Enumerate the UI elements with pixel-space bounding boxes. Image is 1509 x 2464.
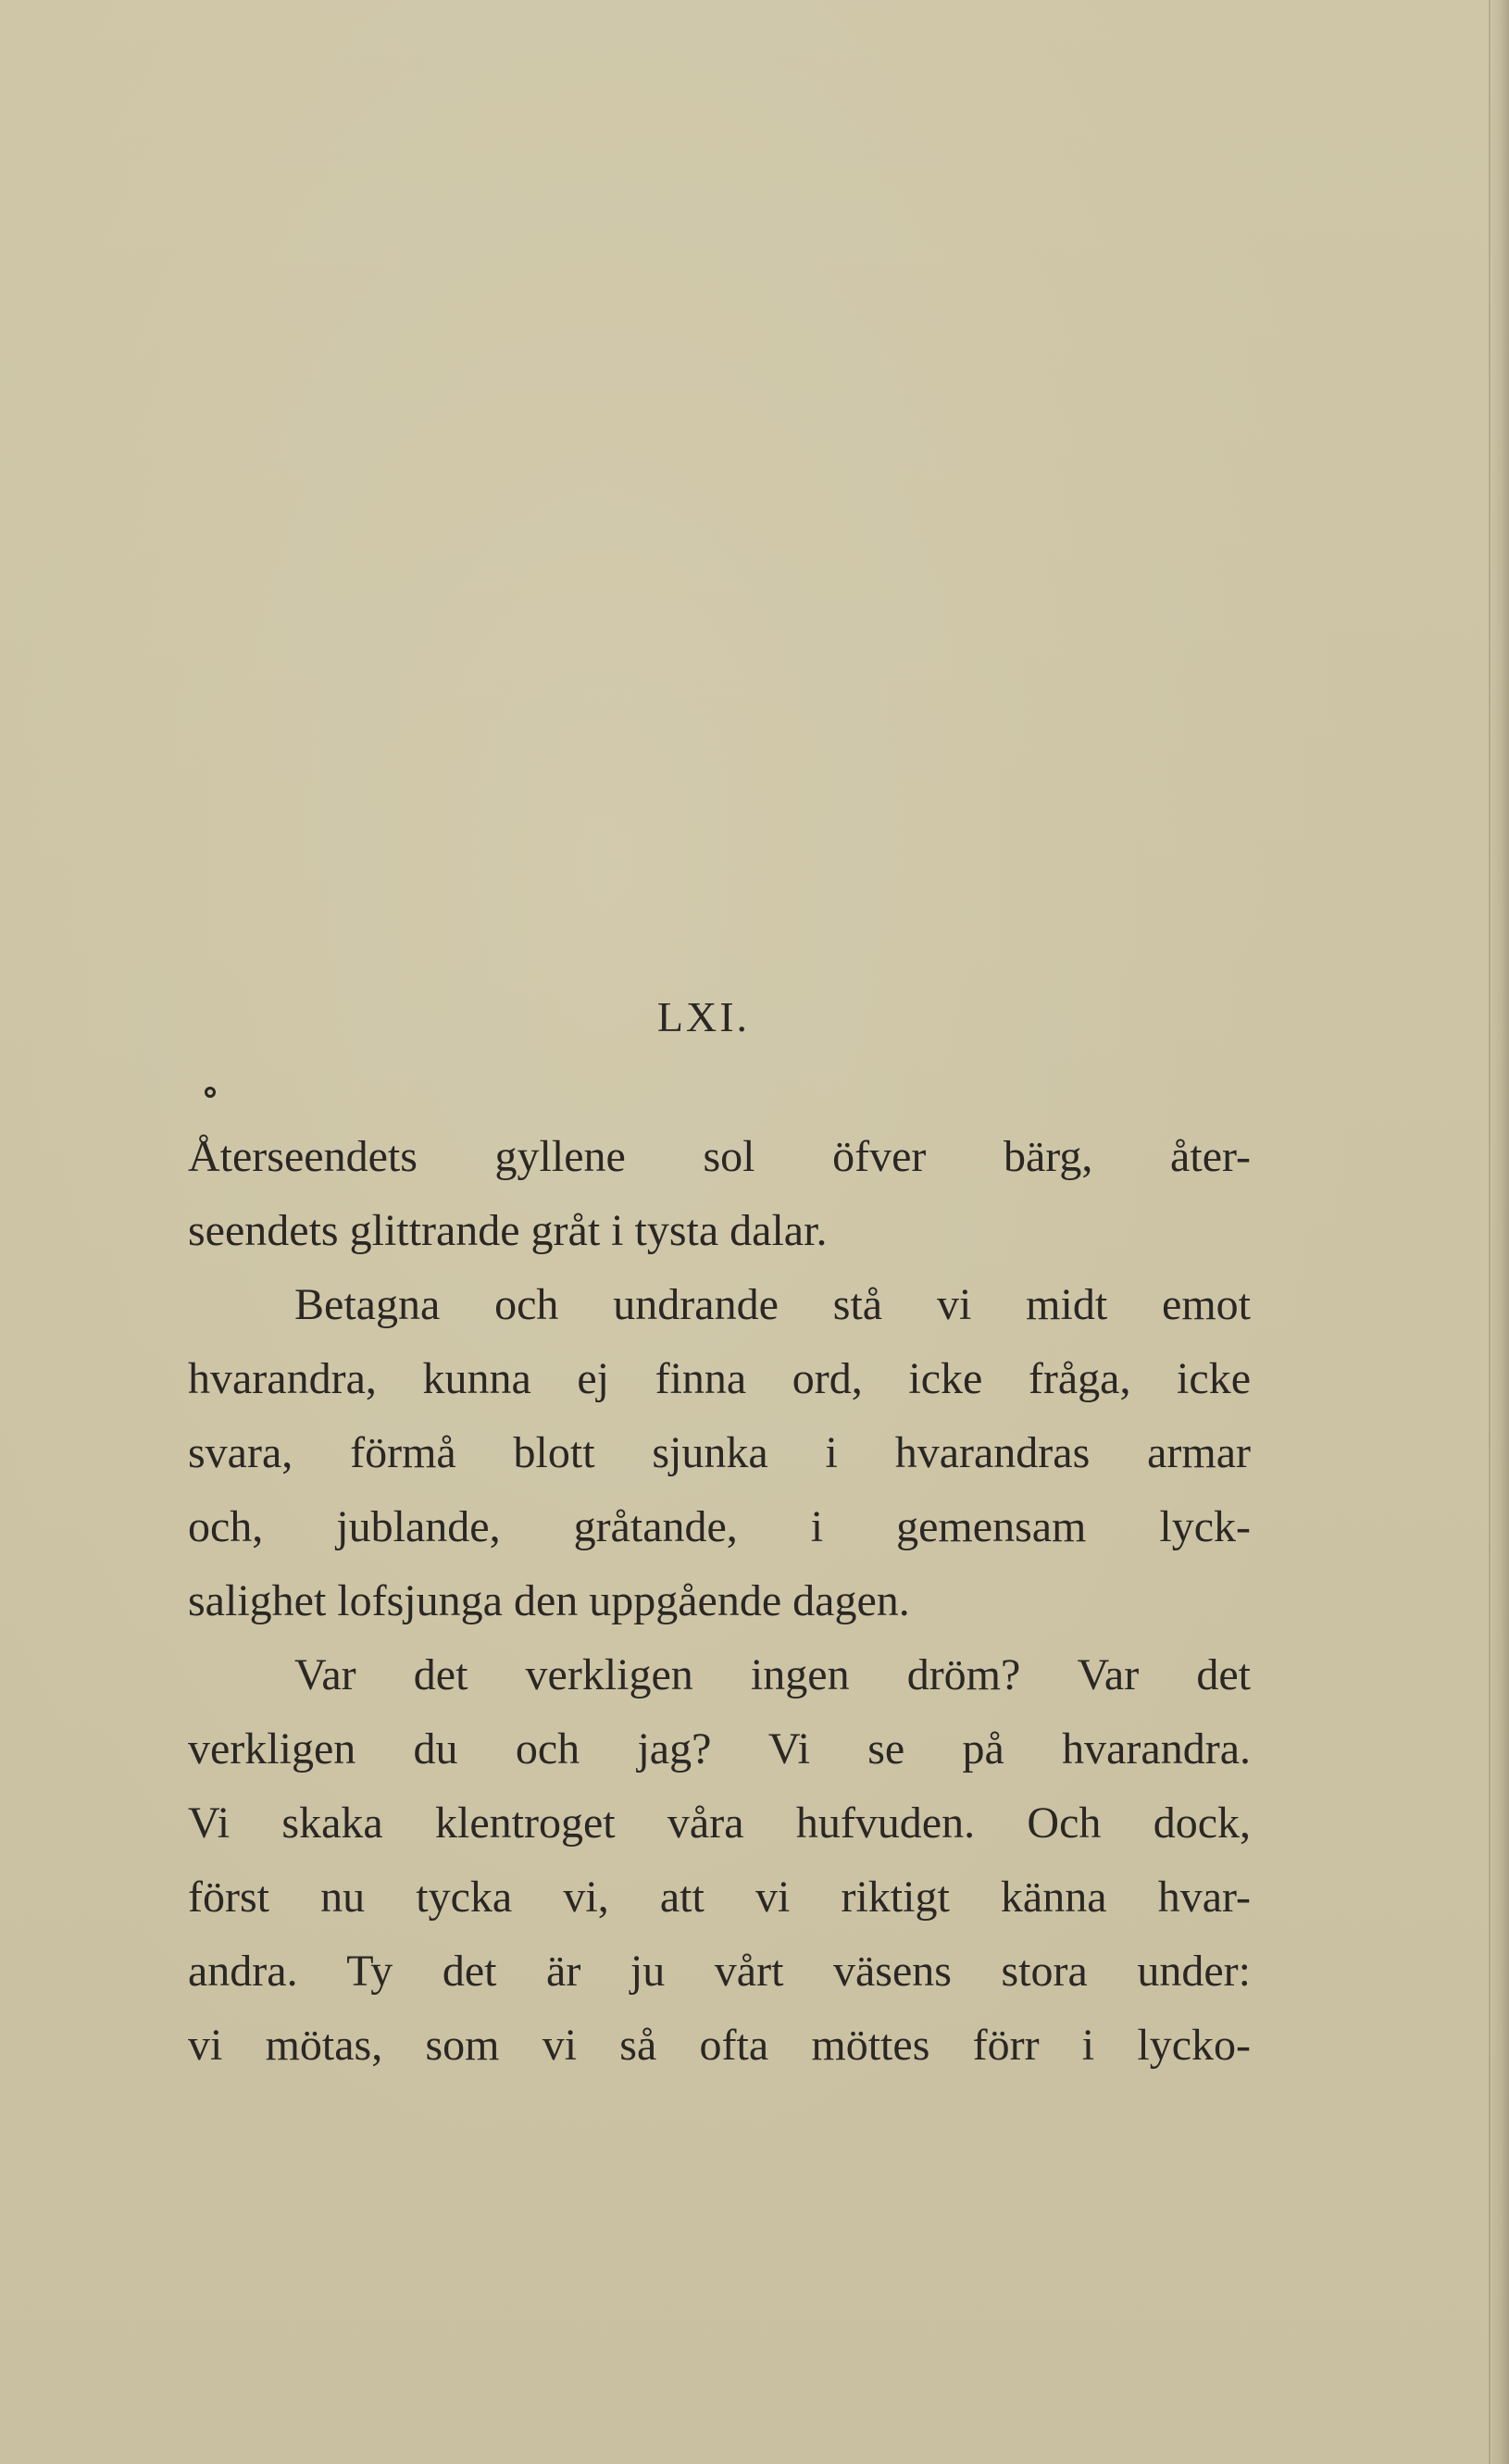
text-line-4: hvarandra, kunna ej finna ord, icke fråga, icke	[188, 1354, 1251, 1403]
page-edge-line	[1489, 0, 1490, 2464]
body-text	[188, 1120, 1251, 2083]
text-line-2: seendets glittrande gråt i tysta dalar.	[188, 1206, 828, 1255]
text-line-10: Vi skaka klentroget våra hufvuden. Och dock,	[188, 1798, 1251, 1848]
text-line-3: Betagna och undrande stå vi midt emot	[294, 1280, 1251, 1329]
text-line-12: andra. Ty det är ju vårt väsens stora under:	[188, 1947, 1251, 1996]
text-line-11: först nu tycka vi, att vi riktigt känna hvar-	[188, 1873, 1251, 1922]
text-line-1-content: Återseendets gyllene sol öfver bärg, åter-	[188, 1132, 1251, 1181]
text-line-8: Var det verkligen ingen dröm? Var det	[294, 1650, 1251, 1699]
text-line-7: salighet lofsjunga den uppgående dagen.	[188, 1576, 910, 1625]
text-line-5: svara, förmå blott sjunka i hvarandras armar	[188, 1428, 1251, 1477]
text-line-1	[188, 1120, 1251, 1194]
ring-accent-mark	[205, 1087, 216, 1098]
text-line-9: verkligen du och jag? Vi se på hvarandra.	[188, 1724, 1251, 1773]
page-edge-shadow	[1489, 0, 1509, 2464]
text-line-13: vi mötas, som vi så ofta möttes förr i lycko-	[188, 2021, 1251, 2070]
chapter-heading: LXI.	[656, 993, 751, 1040]
text-line-6: och, jublande, gråtande, i gemensam lyck-	[188, 1502, 1251, 1551]
